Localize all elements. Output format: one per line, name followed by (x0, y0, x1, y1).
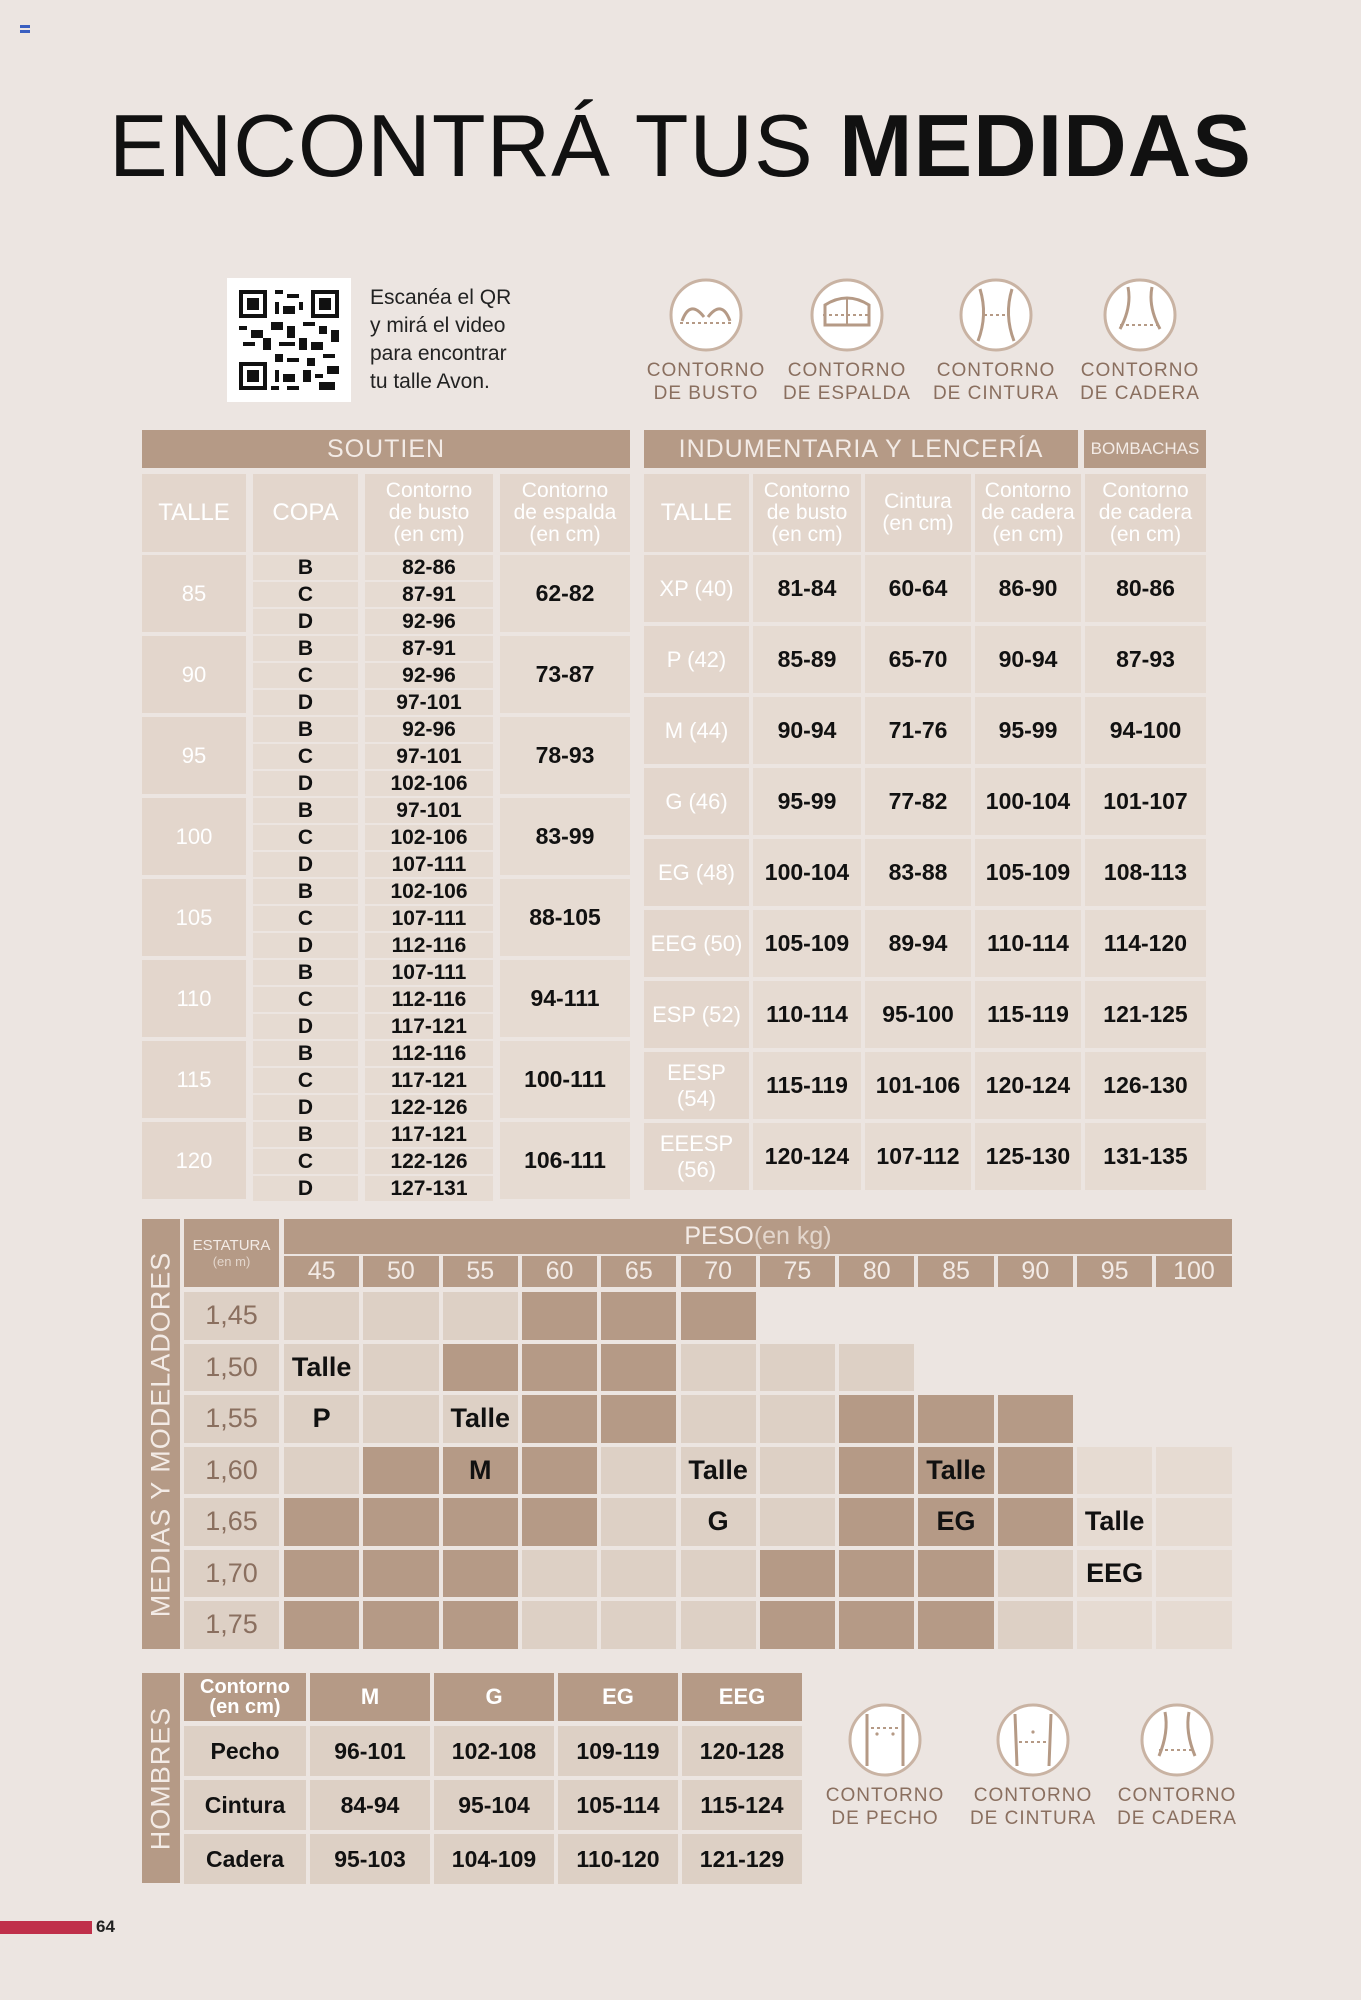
size-grid-cell (522, 1550, 597, 1598)
size-grid-cell (760, 1344, 835, 1392)
hombres-row-label: Pecho (184, 1726, 306, 1776)
soutien-busto: 97-101 (365, 744, 493, 769)
qr-text-line: y mirá el video (370, 314, 506, 337)
indum-col-talle: TALLE (644, 474, 749, 552)
indum-col-bombacha: Contorno de cadera (en cm) (1085, 474, 1206, 552)
weight-label: 90 (998, 1256, 1073, 1287)
hombres-value: 110-120 (558, 1834, 678, 1884)
soutien-col-copa: COPA (253, 474, 358, 552)
soutien-copa: C (253, 825, 358, 850)
soutien-talle: 115 (142, 1041, 246, 1118)
soutien-busto: 82-86 (365, 555, 493, 580)
title-bold: MEDIDAS (839, 96, 1252, 195)
soutien-copa: D (253, 933, 358, 958)
back-icon (809, 277, 885, 353)
soutien-busto: 127-131 (365, 1176, 493, 1201)
back-measure (777, 277, 917, 405)
soutien-busto: 117-121 (365, 1014, 493, 1039)
soutien-copa: B (253, 960, 358, 985)
icon-label: CONTORNO (787, 360, 907, 381)
weight-label: 100 (1156, 1256, 1231, 1287)
estatura-label: ESTATURA (192, 1237, 271, 1254)
weight-label: 50 (363, 1256, 438, 1287)
indum-talle: EESP (54) (644, 1052, 749, 1119)
soutien-espalda: 78-93 (500, 717, 630, 794)
size-grid-cell (998, 1395, 1073, 1443)
size-grid-label: Talle (450, 1403, 510, 1434)
hombres-value: 102-108 (434, 1726, 554, 1776)
weight-label: 75 (760, 1256, 835, 1287)
icon-label: DE CINTURA (969, 1808, 1097, 1829)
icon-label: DE BUSTO (653, 383, 759, 404)
indum-cadera: 115-119 (975, 981, 1081, 1048)
size-grid-cell (601, 1292, 676, 1340)
size-grid-cell (443, 1292, 518, 1340)
soutien-copa: C (253, 906, 358, 931)
hombres-side-title (142, 1673, 180, 1883)
indum-cintura: 83-88 (865, 839, 971, 906)
soutien-espalda: 106-111 (500, 1122, 630, 1199)
bust-icon (668, 277, 744, 353)
soutien-col-talle: TALLE (142, 474, 246, 552)
size-grid-label: P (312, 1403, 331, 1434)
soutien-talle: 95 (142, 717, 246, 794)
size-grid-cell (760, 1395, 835, 1443)
men-hip-icon (1139, 1702, 1215, 1778)
icon-label: DE PECHO (831, 1808, 939, 1829)
soutien-espalda: 100-111 (500, 1041, 630, 1118)
height-label: 1,75 (184, 1601, 279, 1649)
soutien-copa: B (253, 717, 358, 742)
men-waist-measure (963, 1702, 1103, 1830)
size-grid-cell (839, 1550, 914, 1598)
icon-label: CONTORNO (973, 1785, 1093, 1806)
qr-text-line: Escanéa el QR (370, 286, 512, 309)
soutien-copa: C (253, 663, 358, 688)
medias-side-title (142, 1219, 180, 1649)
waist-icon (958, 277, 1034, 353)
hombres-value: 121-129 (682, 1834, 802, 1884)
indum-talle: EEG (50) (644, 910, 749, 977)
indum-talle: M (44) (644, 697, 749, 764)
soutien-busto: 102-106 (365, 879, 493, 904)
hombres-value: 95-103 (310, 1834, 430, 1884)
size-grid-label: G (707, 1506, 729, 1537)
hombres-row-label: Cadera (184, 1834, 306, 1884)
soutien-talle: 100 (142, 798, 246, 875)
soutien-busto: 117-121 (365, 1068, 493, 1093)
indum-bombacha: 87-93 (1085, 626, 1206, 693)
soutien-busto: 122-126 (365, 1095, 493, 1120)
weight-label: 70 (681, 1256, 756, 1287)
soutien-copa: D (253, 1176, 358, 1201)
qr-text-line: tu talle Avon. (370, 370, 490, 393)
soutien-espalda: 88-105 (500, 879, 630, 956)
indum-cadera: 95-99 (975, 697, 1081, 764)
soutien-busto: 107-111 (365, 852, 493, 877)
hombres-value: 105-114 (558, 1780, 678, 1830)
indum-cadera: 110-114 (975, 910, 1081, 977)
weight-label: 55 (443, 1256, 518, 1287)
weight-label: 45 (284, 1256, 359, 1287)
size-grid-label: EG (936, 1506, 976, 1537)
size-grid-label: Talle (688, 1454, 748, 1485)
indum-cintura: 77-82 (865, 768, 971, 835)
chest-measure (815, 1702, 955, 1830)
size-grid-cell (1156, 1601, 1231, 1649)
hombres-size-header: EG (558, 1673, 678, 1721)
weight-label: 60 (522, 1256, 597, 1287)
hombres-value: 96-101 (310, 1726, 430, 1776)
bombachas-header: BOMBACHAS (1084, 430, 1206, 468)
size-grid-cell (1077, 1447, 1152, 1495)
soutien-espalda: 73-87 (500, 636, 630, 713)
soutien-busto: 112-116 (365, 1041, 493, 1066)
indum-cintura: 95-100 (865, 981, 971, 1048)
size-grid-cell (363, 1601, 438, 1649)
men-waist-icon (995, 1702, 1071, 1778)
indum-bombacha: 94-100 (1085, 697, 1206, 764)
icon-label: CONTORNO (646, 360, 766, 381)
size-grid-cell (681, 1344, 756, 1392)
size-grid-cell (918, 1601, 993, 1649)
size-grid-cell (998, 1601, 1073, 1649)
hombres-size-header: M (310, 1673, 430, 1721)
indum-busto: 110-114 (753, 981, 861, 1048)
size-grid-label: Talle (291, 1351, 352, 1382)
soutien-busto: 87-91 (365, 636, 493, 661)
indum-bombacha: 80-86 (1085, 555, 1206, 622)
soutien-copa: B (253, 636, 358, 661)
size-grid-cell (1156, 1447, 1231, 1495)
soutien-copa: D (253, 771, 358, 796)
size-grid-cell (681, 1550, 756, 1598)
soutien-talle: 85 (142, 555, 246, 632)
estatura-unit: (en m) (212, 1254, 251, 1269)
size-grid-cell (839, 1601, 914, 1649)
size-grid-cell (284, 1498, 359, 1546)
hip-measure (1070, 277, 1210, 405)
soutien-espalda: 83-99 (500, 798, 630, 875)
height-label: 1,70 (184, 1550, 279, 1598)
soutien-busto: 92-96 (365, 609, 493, 634)
indum-cadera: 125-130 (975, 1123, 1081, 1190)
indum-talle: P (42) (644, 626, 749, 693)
hombres-side-title-text: HOMBRES (145, 1706, 176, 1850)
qr-instructions (370, 284, 550, 396)
size-grid-cell (284, 1601, 359, 1649)
weight-label: 95 (1077, 1256, 1152, 1287)
height-label: 1,45 (184, 1292, 279, 1340)
soutien-talle: 120 (142, 1122, 246, 1199)
indum-cintura: 65-70 (865, 626, 971, 693)
indum-cintura: 60-64 (865, 555, 971, 622)
soutien-busto: 87-91 (365, 582, 493, 607)
indum-busto: 90-94 (753, 697, 861, 764)
soutien-busto: 97-101 (365, 798, 493, 823)
size-grid-cell (918, 1395, 993, 1443)
size-grid-cell (681, 1395, 756, 1443)
peso-unit: (en kg) (753, 1222, 832, 1250)
size-grid-cell (601, 1395, 676, 1443)
size-grid-cell (1077, 1601, 1152, 1649)
soutien-busto: 97-101 (365, 690, 493, 715)
soutien-col-espalda: Contorno de espalda (en cm) (500, 474, 630, 552)
qr-code-graphic (227, 278, 351, 402)
size-grid-cell (681, 1601, 756, 1649)
size-grid-cell (601, 1344, 676, 1392)
estatura-header (184, 1219, 279, 1287)
indum-busto: 100-104 (753, 839, 861, 906)
soutien-copa: C (253, 1149, 358, 1174)
size-grid-cell (443, 1601, 518, 1649)
soutien-copa: B (253, 555, 358, 580)
soutien-busto: 122-126 (365, 1149, 493, 1174)
medias-side-title-text: MEDIAS Y MODELADORES (145, 1251, 176, 1617)
indum-cadera: 105-109 (975, 839, 1081, 906)
hombres-value: 109-119 (558, 1726, 678, 1776)
flag-icon (20, 20, 30, 28)
soutien-copa: C (253, 582, 358, 607)
qr-code[interactable] (227, 278, 351, 402)
soutien-talle: 110 (142, 960, 246, 1037)
indum-talle: EG (48) (644, 839, 749, 906)
size-grid-cell (363, 1498, 438, 1546)
size-grid-cell (760, 1550, 835, 1598)
size-grid-cell (522, 1344, 597, 1392)
size-grid-cell (760, 1601, 835, 1649)
size-grid-cell (363, 1550, 438, 1598)
soutien-busto: 102-106 (365, 771, 493, 796)
indum-cadera: 120-124 (975, 1052, 1081, 1119)
soutien-busto: 107-111 (365, 906, 493, 931)
soutien-espalda: 94-111 (500, 960, 630, 1037)
size-grid-cell (522, 1601, 597, 1649)
soutien-copa: C (253, 1068, 358, 1093)
indum-busto: 105-109 (753, 910, 861, 977)
indum-talle: XP (40) (644, 555, 749, 622)
indum-bombacha: 114-120 (1085, 910, 1206, 977)
qr-text-line: para encontrar (370, 342, 507, 365)
soutien-talle: 105 (142, 879, 246, 956)
size-grid-label: Talle (1084, 1506, 1145, 1537)
weight-label: 80 (839, 1256, 914, 1287)
soutien-busto: 92-96 (365, 663, 493, 688)
soutien-busto: 112-116 (365, 987, 493, 1012)
waist-measure (926, 277, 1066, 405)
indum-busto: 81-84 (753, 555, 861, 622)
soutien-copa: B (253, 1041, 358, 1066)
soutien-busto: 102-106 (365, 825, 493, 850)
height-label: 1,50 (184, 1344, 279, 1392)
soutien-header: SOUTIEN (142, 430, 630, 468)
indum-bombacha: 121-125 (1085, 981, 1206, 1048)
icon-label: DE CADERA (1080, 383, 1200, 404)
size-grid-cell (601, 1601, 676, 1649)
page-title (0, 95, 1361, 197)
hombres-size-header: EEG (682, 1673, 802, 1721)
weight-label: 65 (601, 1256, 676, 1287)
soutien-copa: C (253, 987, 358, 1012)
size-grid-cell (443, 1550, 518, 1598)
size-grid-label: M (468, 1454, 492, 1485)
indum-talle: EEESP (56) (644, 1123, 749, 1190)
weight-label: 85 (918, 1256, 993, 1287)
hombres-size-header: G (434, 1673, 554, 1721)
size-grid-cell (443, 1344, 518, 1392)
soutien-talle: 90 (142, 636, 246, 713)
size-grid-cell (443, 1498, 518, 1546)
soutien-col-busto: Contorno de busto (en cm) (365, 474, 493, 552)
indum-cintura: 101-106 (865, 1052, 971, 1119)
size-grid-cell (284, 1447, 359, 1495)
soutien-copa: D (253, 690, 358, 715)
page-number: 64 (96, 1917, 115, 1936)
indum-cadera: 100-104 (975, 768, 1081, 835)
size-grid-cell (522, 1498, 597, 1546)
icon-label: CONTORNO (936, 360, 1056, 381)
soutien-copa: D (253, 1095, 358, 1120)
indum-busto: 120-124 (753, 1123, 861, 1190)
indum-talle: ESP (52) (644, 981, 749, 1048)
indum-bombacha: 108-113 (1085, 839, 1206, 906)
hombres-value: 115-124 (682, 1780, 802, 1830)
size-grid-cell (839, 1344, 914, 1392)
peso-header (284, 1219, 1232, 1254)
indum-cadera: 90-94 (975, 626, 1081, 693)
indum-busto: 85-89 (753, 626, 861, 693)
size-grid-cell (839, 1395, 914, 1443)
indum-cintura: 71-76 (865, 697, 971, 764)
size-grid-label: EEG (1086, 1557, 1144, 1588)
indumentaria-header: INDUMENTARIA Y LENCERÍA (644, 430, 1078, 468)
soutien-busto: 117-121 (365, 1122, 493, 1147)
indum-bombacha: 101-107 (1085, 768, 1206, 835)
footer-bar (0, 1921, 92, 1934)
indum-col-cadera: Contorno de cadera (en cm) (975, 474, 1081, 552)
indum-cintura: 89-94 (865, 910, 971, 977)
hombres-row-label: Cintura (184, 1780, 306, 1830)
indum-busto: 115-119 (753, 1052, 861, 1119)
height-label: 1,55 (184, 1395, 279, 1443)
soutien-copa: D (253, 1014, 358, 1039)
height-label: 1,60 (184, 1447, 279, 1495)
soutien-copa: B (253, 798, 358, 823)
peso-label: PESO (684, 1222, 754, 1250)
hombres-value: 104-109 (434, 1834, 554, 1884)
soutien-busto: 107-111 (365, 960, 493, 985)
soutien-copa: C (253, 744, 358, 769)
icon-label: CONTORNO (825, 1785, 945, 1806)
size-grid-cell (363, 1292, 438, 1340)
soutien-copa: B (253, 879, 358, 904)
size-grid-label: Talle (926, 1454, 986, 1485)
soutien-copa: D (253, 609, 358, 634)
indum-cintura: 107-112 (865, 1123, 971, 1190)
size-grid-cell (522, 1292, 597, 1340)
icon-label: CONTORNO (1117, 1785, 1237, 1806)
indum-cadera: 86-90 (975, 555, 1081, 622)
men-hip-measure (1107, 1702, 1247, 1830)
chest-icon (847, 1702, 923, 1778)
hombres-value: 120-128 (682, 1726, 802, 1776)
size-grid-cell (681, 1292, 756, 1340)
icon-label: DE CINTURA (932, 383, 1060, 404)
hombres-header-label: Contorno (en cm) (184, 1673, 306, 1721)
size-grid-cell (601, 1550, 676, 1598)
hombres-value: 84-94 (310, 1780, 430, 1830)
size-grid-cell (918, 1550, 993, 1598)
hip-icon (1102, 277, 1178, 353)
icon-label: DE CADERA (1117, 1808, 1237, 1829)
indum-col-busto: Contorno de busto (en cm) (753, 474, 861, 552)
indum-talle: G (46) (644, 768, 749, 835)
height-label: 1,65 (184, 1498, 279, 1546)
indum-busto: 95-99 (753, 768, 861, 835)
title-light: ENCONTRÁ TUS (109, 96, 814, 195)
size-grid-cell (284, 1292, 359, 1340)
soutien-busto: 92-96 (365, 717, 493, 742)
indum-col-cintura: Cintura (en cm) (865, 474, 971, 552)
bust-measure (636, 277, 776, 405)
soutien-copa: D (253, 852, 358, 877)
icon-label: CONTORNO (1080, 360, 1200, 381)
soutien-copa: B (253, 1122, 358, 1147)
indum-bombacha: 131-135 (1085, 1123, 1206, 1190)
hombres-value: 95-104 (434, 1780, 554, 1830)
indum-bombacha: 126-130 (1085, 1052, 1206, 1119)
size-grid-cell (284, 1550, 359, 1598)
soutien-espalda: 62-82 (500, 555, 630, 632)
icon-label: DE ESPALDA (783, 383, 911, 404)
soutien-busto: 112-116 (365, 933, 493, 958)
